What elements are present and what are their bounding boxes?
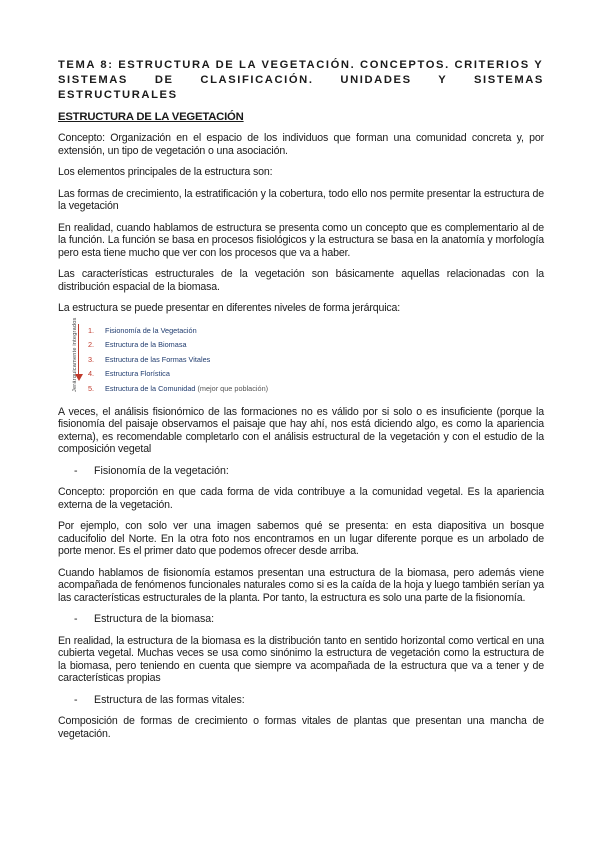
paragraph-formas: Las formas de crecimiento, la estratificación y la cobertura, todo ello nos permite presentar la estructura de la vegetación bbox=[58, 187, 544, 212]
bullet-biomasa: - Estructura de la biomasa: bbox=[74, 613, 215, 625]
arrow-down-icon bbox=[75, 374, 83, 381]
hierarchy-item: 2. Estructura de la Biomasa bbox=[88, 340, 187, 349]
hierarchy-list bbox=[88, 324, 268, 397]
paragraph-elementos: Los elementos principales de la estructura son: bbox=[58, 166, 273, 178]
hierarchy-item: 3. Estructura de las Formas Vitales bbox=[88, 354, 211, 364]
paragraph-caracteristicas: Las características estructurales de la vegetación son básicamente aquellas relacionadas con la distribución espacial de la biomasa. bbox=[58, 268, 544, 293]
paragraph-biomasa: En realidad, la estructura de la biomasa es la distribución tanto en sentido horizontal como vertical en una cubierta vegetal. Muchas veces se usa como sinónimo la estructura de vegetación como la estructura de la biomasa, pero teniendo en cuenta que siempre va acompañada de la estructura que va a tener y de características propias bbox=[58, 634, 544, 684]
diagram-axis-label: Jerárquicamente integrados bbox=[72, 316, 78, 392]
paragraph-niveles: La estructura se puede presentar en diferentes niveles de forma jerárquica: bbox=[58, 302, 401, 314]
hierarchy-item: 1. Fisionomía de la Vegetación bbox=[88, 325, 197, 335]
section-heading: ESTRUCTURA DE LA VEGETACIÓN bbox=[58, 111, 244, 123]
paragraph-concepto-fisionomia: Concepto: proporción en que cada forma de vida contribuye a la comunidad vegetal. Es la apariencia externa de la vegetación. bbox=[58, 486, 544, 511]
title-line-1: TEMA 8: ESTRUCTURA DE LA VEGETACIÓN. CONCEPTOS. CRITERIOS Y bbox=[58, 59, 544, 71]
hierarchy-diagram bbox=[58, 316, 544, 393]
title-line-2: SISTEMAS DE CLASIFICACIÓN. UNIDADES Y SISTEMAS ESTRUCTURALES bbox=[58, 74, 544, 101]
paragraph-funcion: En realidad, cuando hablamos de estructura se presenta como un concepto que es complementario al de la función. La función se basa en procesos fisiológicos y la estructura se basa en la anatomía y morfología pero esta tiene mucho que ver con los procesos que va a haber. bbox=[58, 221, 544, 259]
paragraph-composicion: Composición de formas de crecimiento o formas vitales de plantas que presentan una mancha de vegetación. bbox=[58, 715, 544, 740]
bullet-fisionomia: - Fisionomía de la vegetación: bbox=[74, 464, 229, 477]
bullet-formas-vitales: - Estructura de las formas vitales: bbox=[74, 693, 245, 706]
hierarchy-item: 5. Estructura de la Comunidad (mejor que población) bbox=[88, 383, 269, 393]
paragraph-fisionomia-biomasa: Cuando hablamos de fisionomía estamos presentan una estructura de la biomasa, pero además viene acompañada de fenómenos funcionales naturales como si es la caída de la hoja y luego también serían ya las características estructurales de la planta. Por tanto, la estructura es solo una parte de la fisionomía. bbox=[58, 566, 544, 604]
hierarchy-item: 4. Estructura Florística bbox=[88, 369, 170, 378]
paragraph-ejemplo: Por ejemplo, con solo ver una imagen sabemos qué se presenta: en esta diapositiva un bosque caducifolio del Norte. En la otra foto nos encontramos en un lugar diferente porque es un arbolado de porte menor. Es el primer dato que podemos ofrecer desde arriba. bbox=[58, 520, 544, 557]
document-title bbox=[58, 58, 544, 103]
paragraph-concepto: Concepto: Organización en el espacio de los individuos que forman una comunidad concreta y, por extensión, un tipo de vegetación o una asociación. bbox=[58, 132, 544, 157]
paragraph-analisis: A veces, el análisis fisionómico de las formaciones no es válido por si solo o es insuficiente (porque la fisionomía del paisaje observamos el paisaje que hay ahí, nos está diciendo algo, es como la apariencia externa), es recomendable completarlo con el análisis estructural de la vegetación y con el estudio de la composición vegetal bbox=[58, 405, 544, 455]
down-arrow-line bbox=[78, 324, 79, 376]
document-page bbox=[58, 58, 544, 749]
